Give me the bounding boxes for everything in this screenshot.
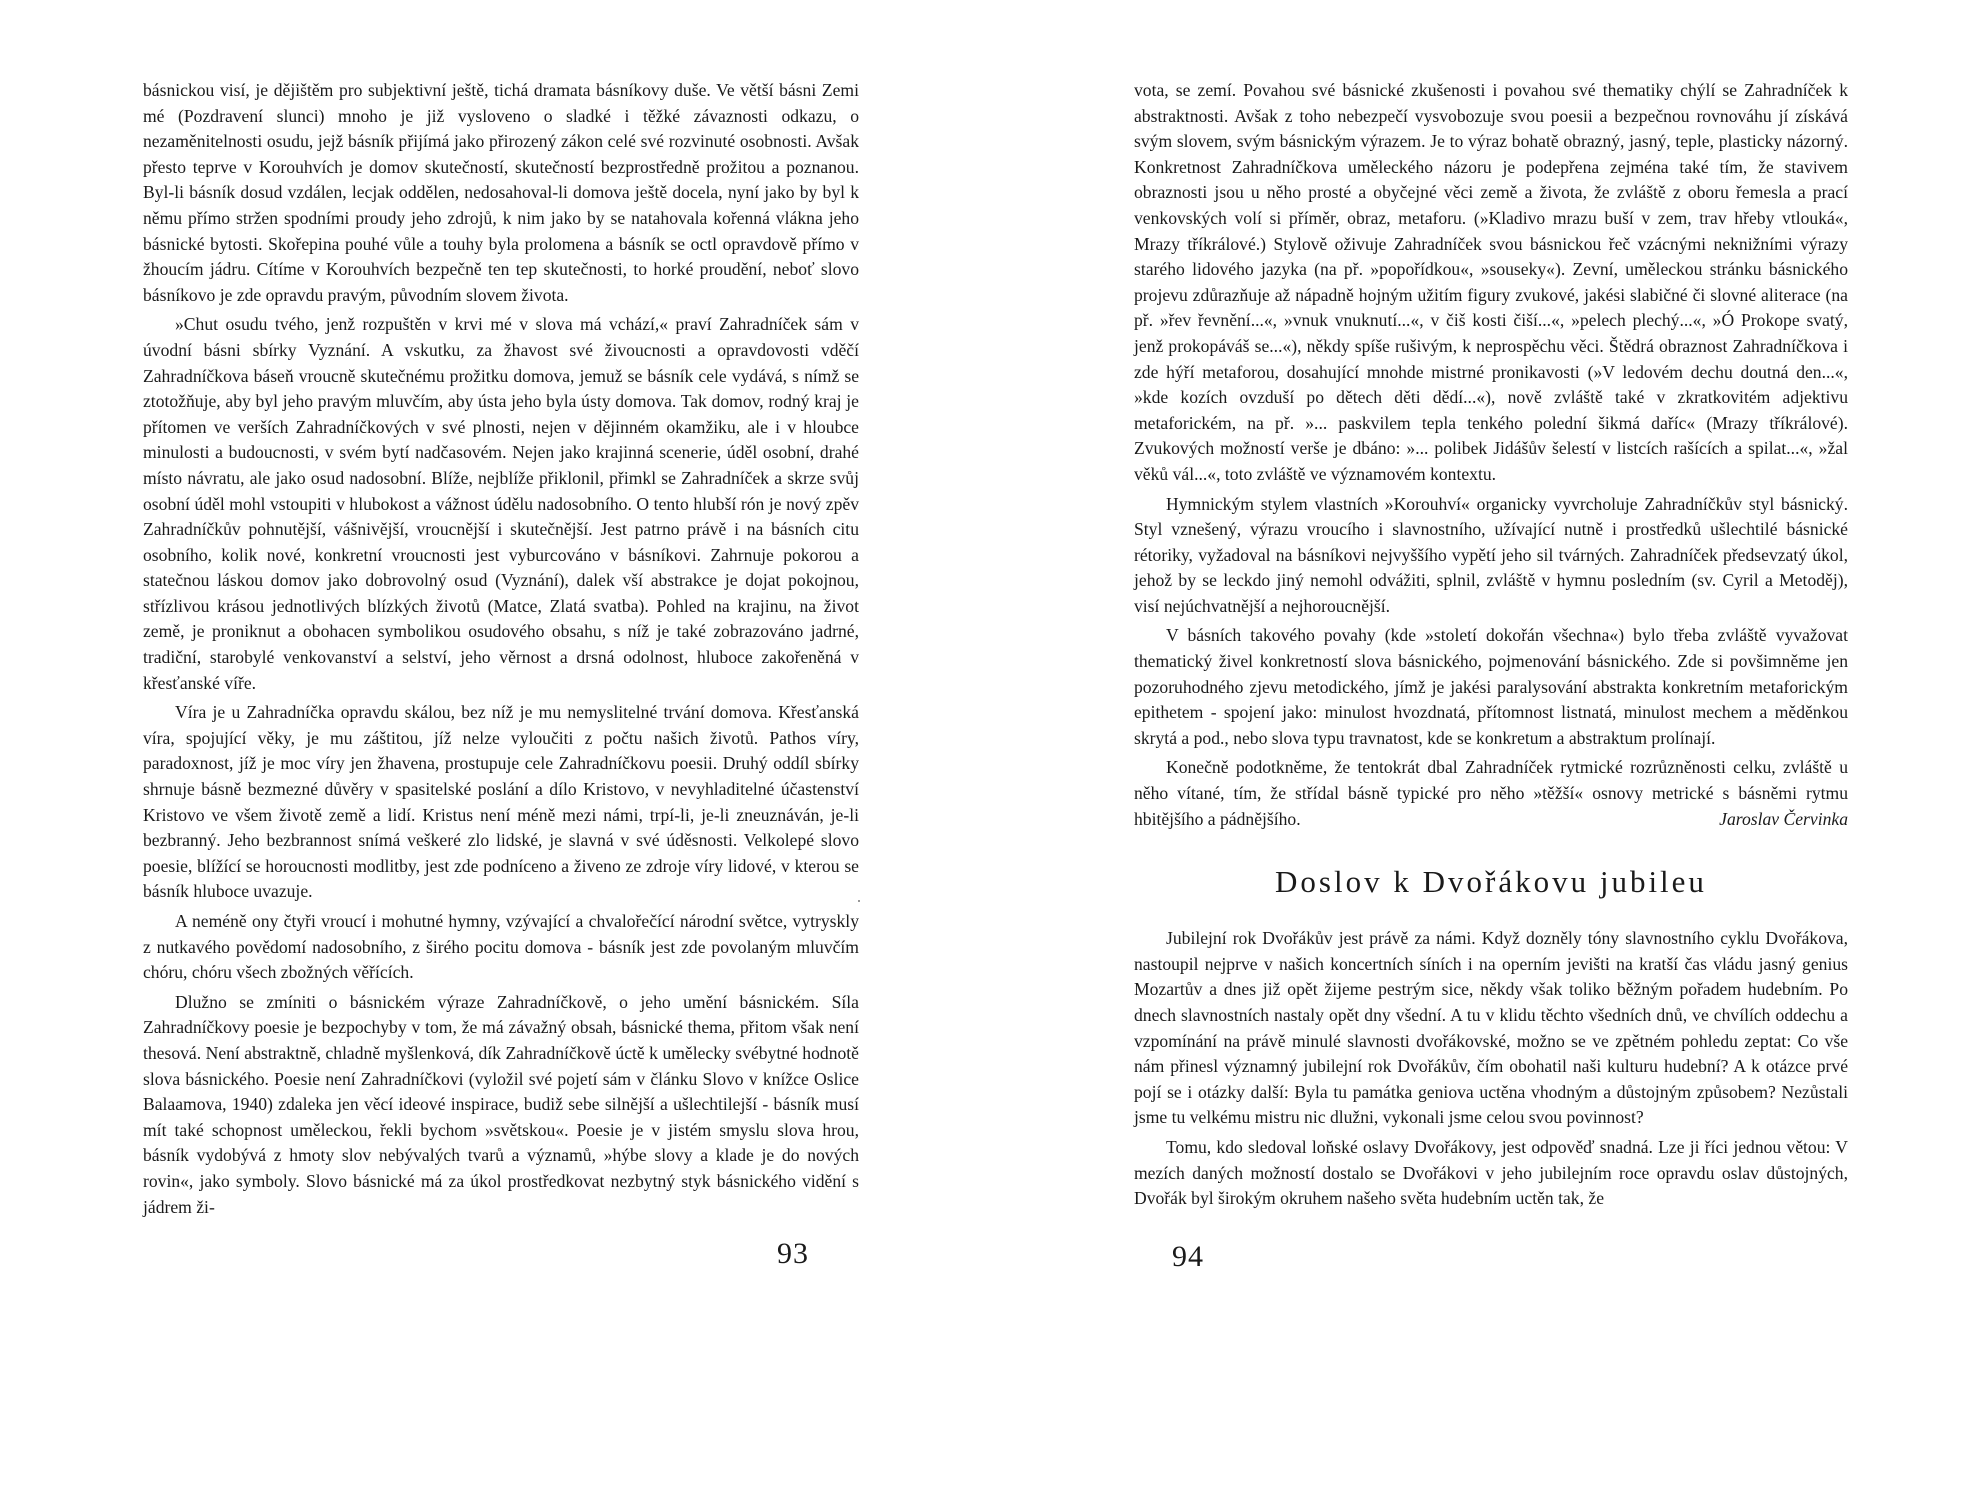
closing-paragraph xyxy=(1134,755,1848,832)
left-text-column xyxy=(143,78,859,1224)
closing-text: Konečně podotkněme, že tentokrát dbal Zahradníček rytmické rozrůzněnosti celku, zvláště u něho vítané, tím, že střídal básně typické pro něho »těžší« osnovy metrické s básněmi rytmu hbitějšího a pádnějšího. xyxy=(1134,757,1848,829)
paragraph: Tomu, kdo sledoval loňské oslavy Dvořákovy, jest odpověď snadná. Lze ji říci jednou větou: V mezích daných možností dostalo se Dvořákovi v jeho jubilejním roce opravdu oslav důstojných, Dvořák byl širokým okruhem našeho světa hudebním uctěn tak, že xyxy=(1134,1136,1848,1209)
paragraph: básnickou visí, je dějištěm pro subjektivní ještě, tichá dramata básníkovy duše. Ve větší básni Zemi mé (Pozdravení slunci) mnoho je již vysloveno o sladké i těžké závaznosti odkazu, o nezaměnitelnosti osudu, jejž básník přijímá jako přirozený zákon celé své rozvinuté osobnosti. Avšak přesto teprve v Korouhvích je domov skutečností, skutečností bezprostředně prožitou a poznanou. Byl-li básník dosud vzdálen, lecjak oddělen, nedosahoval-li domova ještě docela, nyní jako by byl k němu přímo stržen spodními proudy jeho zdrojů, k nim jako by se natahovala kořenná vlákna jeho básnické bytosti. Skořepina pouhé vůle a touhy byla prolomena a básník se octl opravdově přímo v žhoucím jádru. Cítíme v Korouhvích bezpečně ten tep skutečnosti, to horké proudění, neboť slovo básníkovo je zde opravdu pravým, původním slovem života. xyxy=(143,80,859,305)
section-heading: Doslov k Dvořákovu jubileu xyxy=(1275,864,1707,900)
paragraph: V básních takového povahy (kde »století dokořán všechna«) bylo třeba zvláště vyvažovat thematický živel konkretností slova básnického, pojmenování básnického. Zde si povšimněme jen pozoruhodného zjevu metodického, jímž je jakési paralysování abstrakta konkretním metaforickým epithetem - spojení jako: minulost hvozdnatá, přítomnost listnatá, minulost mechem a měděnkou skrytá a pod., nebo slova typu travnatost, kde se konkretum a abstraktum prolínají. xyxy=(1134,625,1848,748)
paragraph: Jubilejní rok Dvořákův jest právě za námi. Když dozněly tóny slavnostního cyklu Dvořákova, nastoupil nejprve v našich koncertních síních i na operním jevišti na kratší čas vládu jasný genius Mozartův a dnes již opět žijeme pestrým sice, někdy však toliko běžným pořadem hudebním. Po dnech slavnostních nastaly opět dny všední. A tu v klidu těchto všedních dnů, ve chvílích oddechu a vzpomínání na právě minulé slavnosti dvořákovské, možno se ve zpětném pohledu zeptat: Co vše nám přinesl významný jubilejní rok Dvořákův, čím obohatil naši kulturu hudební? A k otázce prvé pojí se i otázky další: Byla tu památka geniova uctěna vhodným a důstojným způsobem? Nezůstali jsme tu velkému mistru nic dlužni, vykonali jsme celou svou povinnost? xyxy=(1134,928,1848,1128)
right-text-column xyxy=(1134,78,1848,1216)
page-number: 94 xyxy=(1172,1240,1204,1273)
author-signature: Jaroslav Červinka xyxy=(1719,808,1848,829)
paragraph: Hymnickým stylem vlastních »Korouhví« organicky vyvrcholuje Zahradníčkův styl básnický. Styl vznešený, výrazu vroucího i slavnostního, užívající nutně i prostředků ušlechtilé básnické rétoriky, vyžadoval na básníkovi nejvyššího vypětí jeho sil tvárných. Zahradníček předsevzatý úkol, jehož by se leckdo jiný nemohl odvážiti, splnil, zvláště v hymnu posledním (sv. Cyril a Metoděj), visí nejúchvatnější a nejhoroucnější. xyxy=(1134,493,1848,616)
right-page xyxy=(992,0,1984,1500)
paragraph: Dlužno se zmíniti o básnickém výraze Zahradníčkově, o jeho umění básnickém. Síla Zahradníčkovy poesie je bezpochyby v tom, že má závažný obsah, básnické thema, přitom však není thesová. Není abstraktně, chladně myšlenková, dík Zahradníčkově úctě k umělecky svébytné hodnotě slova básnického. Poesie není Zahradníčkovi (vyložil své pojetí sám v článku Slovo v knížce Oslice Balaamova, 1940) zdaleka jen věcí ideové inspirace, budiž sebe silnější a ušlechtilejší - básník musí mít také schopnost uměleckou, řekli bychom »světskou«. Poesie je v jistém smyslu slova hrou, básník vydobývá z hmoty slov nebývalých tvarů a významů, »hýbe slovy a klade je do nových rovin«, jako symboly. Slovo básnické má za úkol prostředkovat nezbytný styk básnického vidění s jádrem ži- xyxy=(143,991,859,1217)
page-speck xyxy=(858,900,860,902)
paragraph: »Chut osudu tvého, jenž rozpuštěn v krvi mé v slova má vchází,« praví Zahradníček sám v úvodní básni sbírky Vyznání. A vskutku, za žhavost své živoucnosti a opravdovosti vděčí Zahradníčkova báseň vroucně skutečnému prožitku domova, jemuž se básník cele vydává, s nímž se ztotožňuje, aby byl jeho pravým mluvčím, aby ústa jeho byla ústy domova. Tak domov, rodný kraj je přítomen ve verších Zahradníčkových v své plnosti, nejen v dějinném okamžiku, ale i v hloubce minulosti a budoucnosti, v svém bytí nadčasovém. Nejen jako krajinná scenerie, úděl osobní, drahé místo návratu, ale jako osud nadosobní. Blíže, nejblíže přiklonil, přimkl se Zahradníček a skrze svůj osobní úděl mohl vstoupiti v hlubokost a vážnost údělu nadosobního. O tento hlubší rón je nový zpěv Zahradníčkův pohnutější, vášnivější, vroucnější i skutečnější. Jest patrno právě i na básních citu osobního, kolik nové, konkretní vroucnosti jest vyburcováno v básníkovi. Zahrnuje pokorou a statečnou láskou domov jako dobrovolný osud (Vyznání), dalek vší abstrakce je dojat pokojnou, střízlivou krásou jednotlivých blízkých životů (Matce, Zlatá svatba). Pohled na krajinu, na život země, je proniknut a obohacen symbolikou osudového obsahu, s níž je také zobrazováno jadrné, tradiční, starobylé venkovanství a selství, jeho věrnost a drsná odolnost, hluboce zakořeněná v křesťanské víře. xyxy=(143,314,859,693)
paragraph: Víra je u Zahradníčka opravdu skálou, bez níž je mu nemyslitelné trvání domova. Křesťanská víra, spojující věky, je mu záštitou, jíž nelze vyloučiti z počtu našich životů. Pathos víry, paradoxnost, jíž je moc víry jen žhavena, prostupuje cele Zahradníčkovu poesii. Druhý oddíl sbírky shrnuje básně bezmezné důvěry v spasitelské poslání a dílo Kristovo, v nevyhladitelné účastenství Kristovo ve všem životě země a lidí. Kristus není méně mezi námi, trpí-li, je-li zneuznáván, je-li bezbranný. Jeho bezbrannost snímá veškeré zlo lidské, je slavná v své úděsnosti. Velkolepé slovo poesie, blížící se horoucnosti modlitby, jest zde podníceno a živeno ze zdroje víry lidové, v kterou se básník hluboce uvazuje. xyxy=(143,702,859,902)
page-number: 93 xyxy=(777,1237,809,1270)
paragraph: A neméně ony čtyři vroucí i mohutné hymny, vzývající a chvalořečící národní světce, vytryskly z nutkavého povědomí nadosobního, z širého pocitu domova - básník jest zde povolaným mluvčím chóru, chóru všech zbožných věřících. xyxy=(143,911,859,983)
paragraph: vota, se zemí. Povahou své básnické zkušenosti i povahou své thematiky chýlí se Zahradníček k abstraktnosti. Avšak z toho nebezpečí vysvobozuje svou poesii a bezpečnou rovnováhu jí získává svým slovem, svým básnickým výrazem. Je to výraz bohatě obrazný, jasný, teple, plasticky názorný. Konkretnost Zahradníčkova uměleckého názoru je podepřena zejména také tím, že stavivem obraznosti jsou u něho prosté a obyčejné věci země a života, že zvláště z oboru řemesla a prací venkovských volí si příměr, obraz, metaforu. (»Kladivo mrazu buší v zem, trav hřeby vtlouká«, Mrazy tříkrálové.) Stylově oživuje Zahradníček svou básnickou řeč vzácnými neknižními výrazy starého lidového jazyka (na př. »popořídkou«, »souseky«). Zevní, uměleckou stránku básnického projevu zdůrazňuje až nápadně hojným užitím figury zvukové, jakési slabičné či slovné aliterace (na př. »řev řevnění...«, »vnuk vnuknutí...«, v čiš kosti čiší...«, »pelech plechý...«, »Ó Prokope svatý, jenž prokopáváš se...«), někdy spíše rušivým, k neprospěchu věci. Štědrá obraznost Zahradníčkova i zde hýří metaforou, dosahující mnohde mistrné pronikavosti (»V ledovém dechu doutná den...«, »kde kozích ovzduší po dětech děti dědí...«), nově zvláště také v zkratkovitém adjektivu metaforickém, na př. »... paskvilem tepla tenkého polední šikmá daříc« (Mrazy tříkrálové). Zvukových možností verše je dbáno: »... polibek Jidášův šelestí v listcích rašících a spilat...«, »žal věků vál...«, toto zvláště ve významovém kontextu. xyxy=(1134,80,1848,484)
